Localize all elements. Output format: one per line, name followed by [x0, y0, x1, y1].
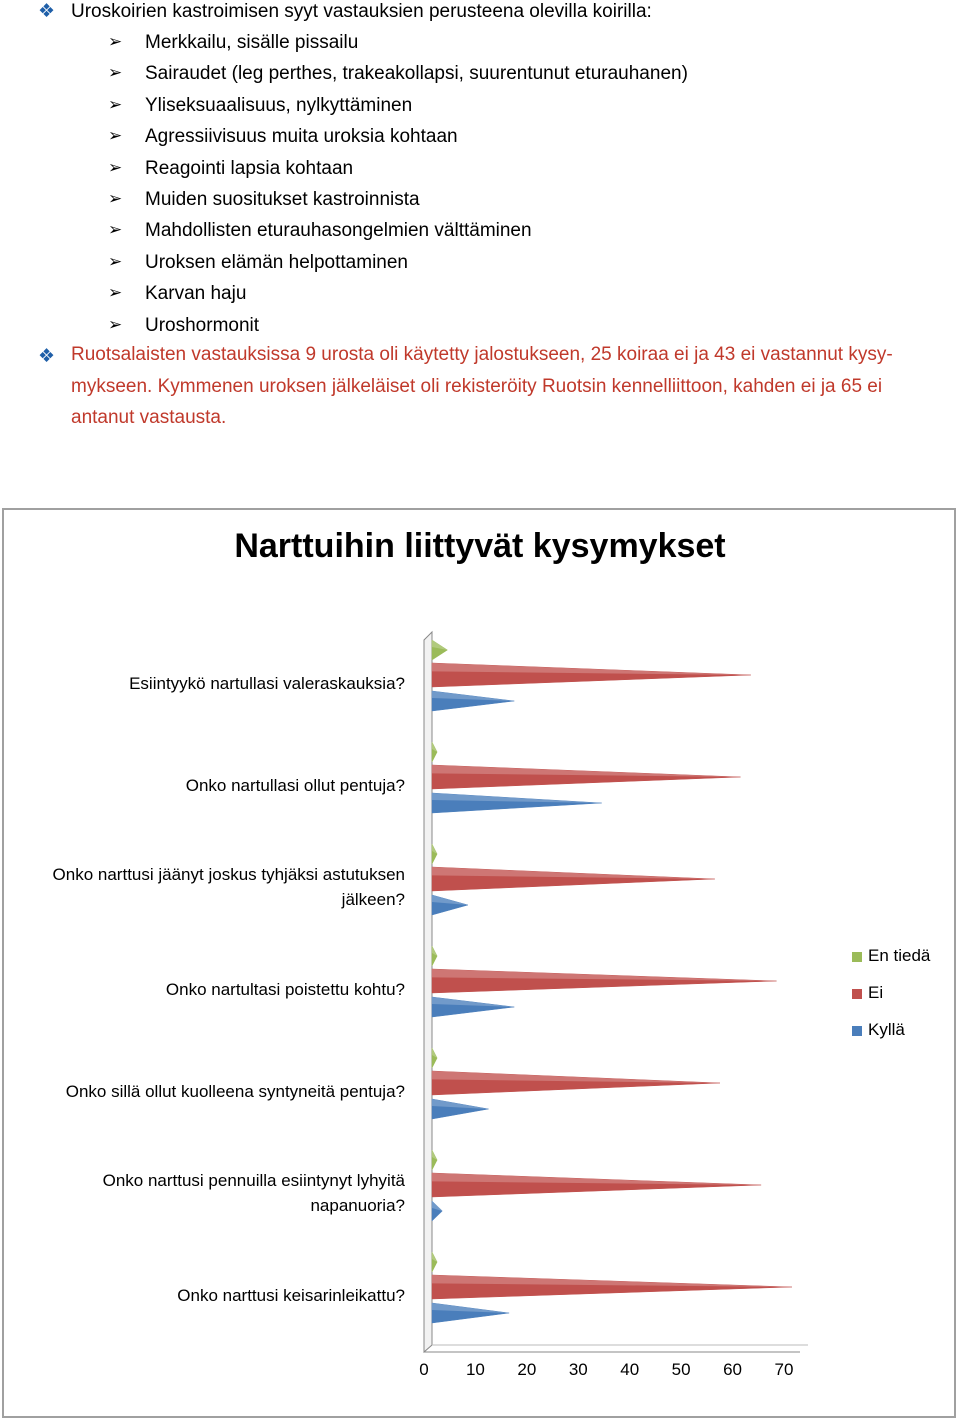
reason-item: Muiden suositukset kastroinnista — [145, 189, 420, 210]
legend-swatch — [852, 1026, 862, 1036]
category-label — [5, 1079, 405, 1104]
x-tick-label: 10 — [465, 1360, 485, 1379]
paragraph-line: mykseen. Kymmenen uroksen jälkeläiset oli rekisteröity Ruotsin kennelliittoon, kahden ei ja 65 ei — [71, 376, 883, 397]
reason-item: Uroksen elämän helpottaminen — [145, 251, 408, 273]
paragraph-line: Ruotsalaisten vastauksissa 9 urosta oli käytetty jalostukseen, 25 koiraa ei ja 43 ei vastannut kysy- — [71, 344, 893, 365]
arrow-bullet-icon: ➢ — [108, 126, 123, 146]
reason-item: Karvan haju — [145, 283, 247, 305]
category-label-line: Onko narttusi jäänyt joskus tyhjäksi astutuksen — [52, 865, 405, 884]
reason-item: Agressiivisuus muita uroksia kohtaan — [145, 126, 458, 148]
reason-item: Merkkailu, sisälle pissailu — [145, 32, 359, 53]
category-label-line: Onko nartultasi poistettu kohtu? — [165, 979, 405, 999]
diamond-bullet-icon: ❖ — [38, 346, 56, 367]
arrow-bullet-icon: ➢ — [108, 189, 123, 208]
x-tick-label: 20 — [517, 1360, 537, 1379]
category-label-line: Esiintyykö nartullasi valeraskauksia? — [129, 673, 405, 693]
x-tick-label: 0 — [419, 1360, 429, 1379]
x-tick-label: 60 — [723, 1360, 743, 1379]
x-tick-label: 50 — [671, 1360, 691, 1379]
reason-item: Sairaudet (leg perthes, trakeakollapsi, suurentunut eturauhanen) — [145, 63, 688, 85]
category-label-line: Onko narttusi keisarinleikattu? — [177, 1285, 405, 1305]
legend-item-kylla — [852, 1020, 905, 1040]
arrow-bullet-icon: ➢ — [108, 251, 123, 271]
arrow-bullet-icon: ➢ — [108, 157, 123, 177]
legend-swatch — [852, 989, 862, 999]
legend-label: En tiedä — [868, 946, 931, 965]
category-label-line: Onko sillä ollut kuolleena syntyneitä pentuja? — [65, 1081, 405, 1101]
category-label — [5, 773, 405, 798]
legend-swatch — [852, 952, 862, 962]
category-label — [5, 1168, 405, 1218]
arrow-bullet-icon: ➢ — [108, 314, 123, 334]
x-tick-label: 70 — [774, 1360, 794, 1379]
arrow-bullet-icon: ➢ — [108, 220, 123, 240]
chart-title: Narttuihin liittyvät kysymykset — [234, 527, 726, 565]
reason-item: Mahdollisten eturauhasongelmien välttäminen — [145, 220, 532, 242]
reason-item: Uroshormonit — [145, 314, 260, 336]
category-label — [5, 977, 405, 1002]
reason-item: Yliseksuaalisuus, nylkyttäminen — [145, 94, 413, 116]
arrow-bullet-icon: ➢ — [108, 32, 123, 51]
reasons-heading: Uroskoirien kastroimisen syyt vastauksien perusteena olevilla koirilla: — [71, 1, 652, 22]
diamond-bullet-icon: ❖ — [38, 1, 56, 22]
legend-item-ei — [852, 983, 883, 1003]
arrow-bullet-icon: ➢ — [108, 63, 123, 83]
category-label — [5, 671, 405, 696]
chart-frame — [2, 508, 956, 1418]
category-label — [5, 1283, 405, 1308]
x-tick-label: 30 — [568, 1360, 588, 1379]
category-label-line: napanuoria? — [310, 1196, 405, 1215]
legend-item-en-tieda — [852, 946, 930, 966]
category-label — [5, 862, 405, 912]
x-tick-label: 40 — [620, 1360, 640, 1379]
legend-label: Kyllä — [868, 1020, 905, 1039]
category-label-line: Onko nartullasi ollut pentuja? — [185, 775, 405, 795]
category-label-line: jälkeen? — [341, 890, 405, 909]
paragraph-line: antanut vastausta. — [71, 407, 227, 428]
arrow-bullet-icon: ➢ — [108, 283, 123, 303]
reason-item: Reagointi lapsia kohtaan — [145, 157, 354, 179]
category-label-line: Onko narttusi pennuilla esiintynyt lyhyitä — [102, 1171, 405, 1190]
legend-label: Ei — [868, 983, 884, 1002]
arrow-bullet-icon: ➢ — [108, 94, 123, 114]
